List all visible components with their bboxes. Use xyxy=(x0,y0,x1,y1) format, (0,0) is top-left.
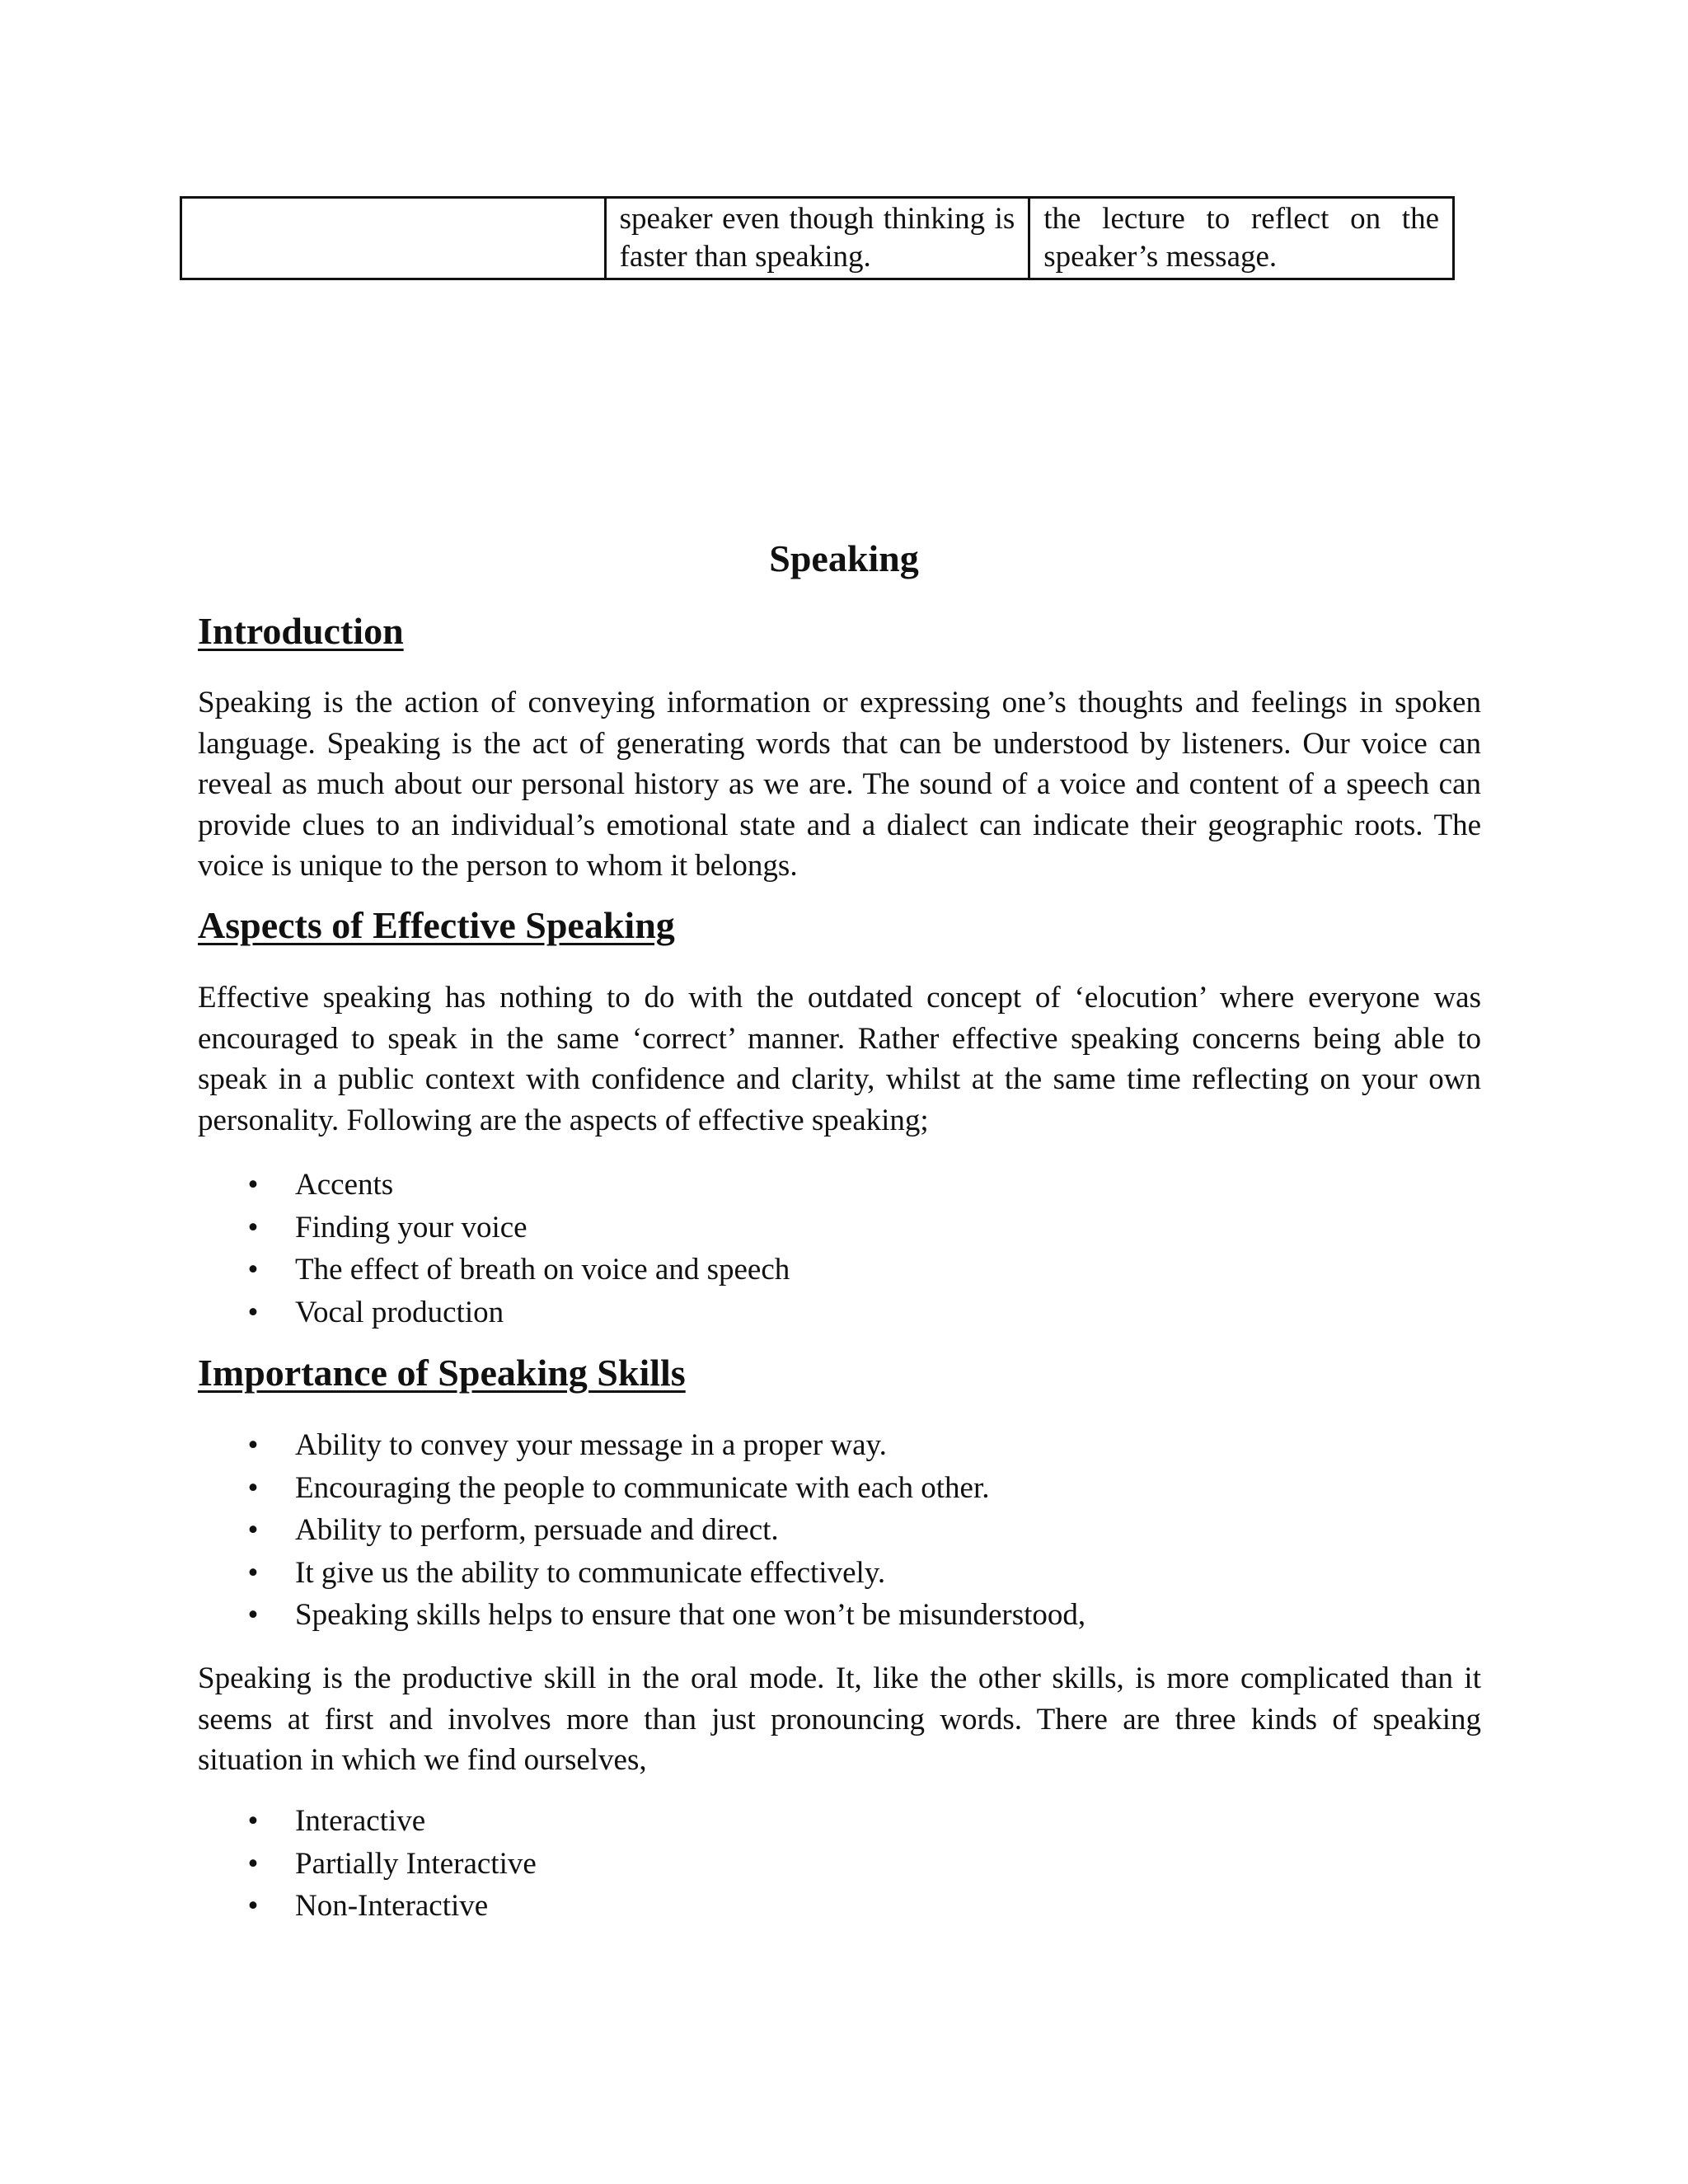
introduction-paragraph: Speaking is the action of conveying information or expressing one’s thoughts and feelings in spoken language. Speaking is the act of generating words that can be understood by listeners. Our voice can reveal as much about our personal history as we are. The sound of a voice and content of a speech can provide clues to an individual’s emotional state and a dialect can indicate their geographic roots. The voice is unique to the person to whom it belongs. xyxy=(198,686,1481,883)
bullet-icon: • xyxy=(247,1598,259,1632)
continued-table xyxy=(180,196,1455,280)
list-item xyxy=(198,1509,1481,1552)
bullet-icon: • xyxy=(247,1168,259,1202)
bullet-icon: • xyxy=(247,1804,259,1838)
section-heading-importance: Importance of Speaking Skills xyxy=(198,1352,686,1394)
bullet-icon: • xyxy=(247,1846,259,1881)
list-item-label: Finding your voice xyxy=(295,1210,528,1244)
bullet-icon: • xyxy=(247,1555,259,1590)
page-title: Speaking xyxy=(769,537,919,579)
section-heading-introduction: Introduction xyxy=(198,610,404,652)
bullet-icon: • xyxy=(247,1428,259,1462)
list-item-label: Interactive xyxy=(295,1804,426,1838)
bullet-icon: • xyxy=(247,1253,259,1286)
aspects-paragraph: Effective speaking has nothing to do with the outdated concept of ‘elocution’ where everyone was encouraged to speak in the same ‘correct’ manner. Rather effective speaking concerns being able to speak in a public context with confidence and clarity, whilst at the same time reflecting on your own personality. Following are the aspects of effective speaking; xyxy=(198,981,1481,1137)
importance-list xyxy=(198,1424,1481,1637)
table-row xyxy=(181,198,1454,279)
table-cell-reflection-note: the lecture to reflect on the speaker’s message. xyxy=(1029,198,1454,279)
list-item xyxy=(198,1843,1481,1886)
bullet-icon: • xyxy=(247,1295,259,1329)
bullet-icon: • xyxy=(247,1470,259,1505)
bullet-icon: • xyxy=(247,1210,259,1244)
situations-list xyxy=(198,1800,1481,1928)
list-item xyxy=(198,1552,1481,1595)
table-cell-listening-note: speaker even though thinking is faster than speaking. xyxy=(605,198,1029,279)
list-item xyxy=(198,1291,1481,1334)
speaking-situations-paragraph: Speaking is the productive skill in the oral mode. It, like the other skills, is more complicated than it seems at first and involves more than just pronouncing words. There are three kinds of speaking situation in which we find ourselves, xyxy=(198,1661,1481,1777)
list-item xyxy=(198,1467,1481,1510)
list-item-label: The effect of breath on voice and speech xyxy=(295,1253,790,1286)
table-cell-empty xyxy=(181,198,606,279)
list-item xyxy=(198,1207,1481,1249)
section-heading-aspects: Aspects of Effective Speaking xyxy=(198,904,675,946)
list-item xyxy=(198,1249,1481,1291)
list-item-label: Speaking skills helps to ensure that one won’t be misunderstood, xyxy=(295,1598,1086,1632)
list-item-label: Ability to convey your message in a proper way. xyxy=(295,1428,887,1462)
list-item xyxy=(198,1800,1481,1843)
bullet-icon: • xyxy=(247,1889,259,1923)
bullet-icon: • xyxy=(247,1513,259,1547)
list-item-label: It give us the ability to communicate effectively. xyxy=(295,1555,886,1590)
list-item-label: Partially Interactive xyxy=(295,1846,537,1881)
list-item-label: Ability to perform, persuade and direct. xyxy=(295,1513,779,1547)
list-item xyxy=(198,1594,1481,1637)
list-item-label: Non-Interactive xyxy=(295,1889,489,1923)
list-item xyxy=(198,1164,1481,1207)
list-item-label: Accents xyxy=(295,1168,394,1202)
list-item-label: Vocal production xyxy=(295,1295,504,1329)
list-item-label: Encouraging the people to communicate with each other. xyxy=(295,1470,990,1505)
list-item xyxy=(198,1885,1481,1928)
list-item xyxy=(198,1424,1481,1467)
aspects-list xyxy=(198,1164,1481,1333)
